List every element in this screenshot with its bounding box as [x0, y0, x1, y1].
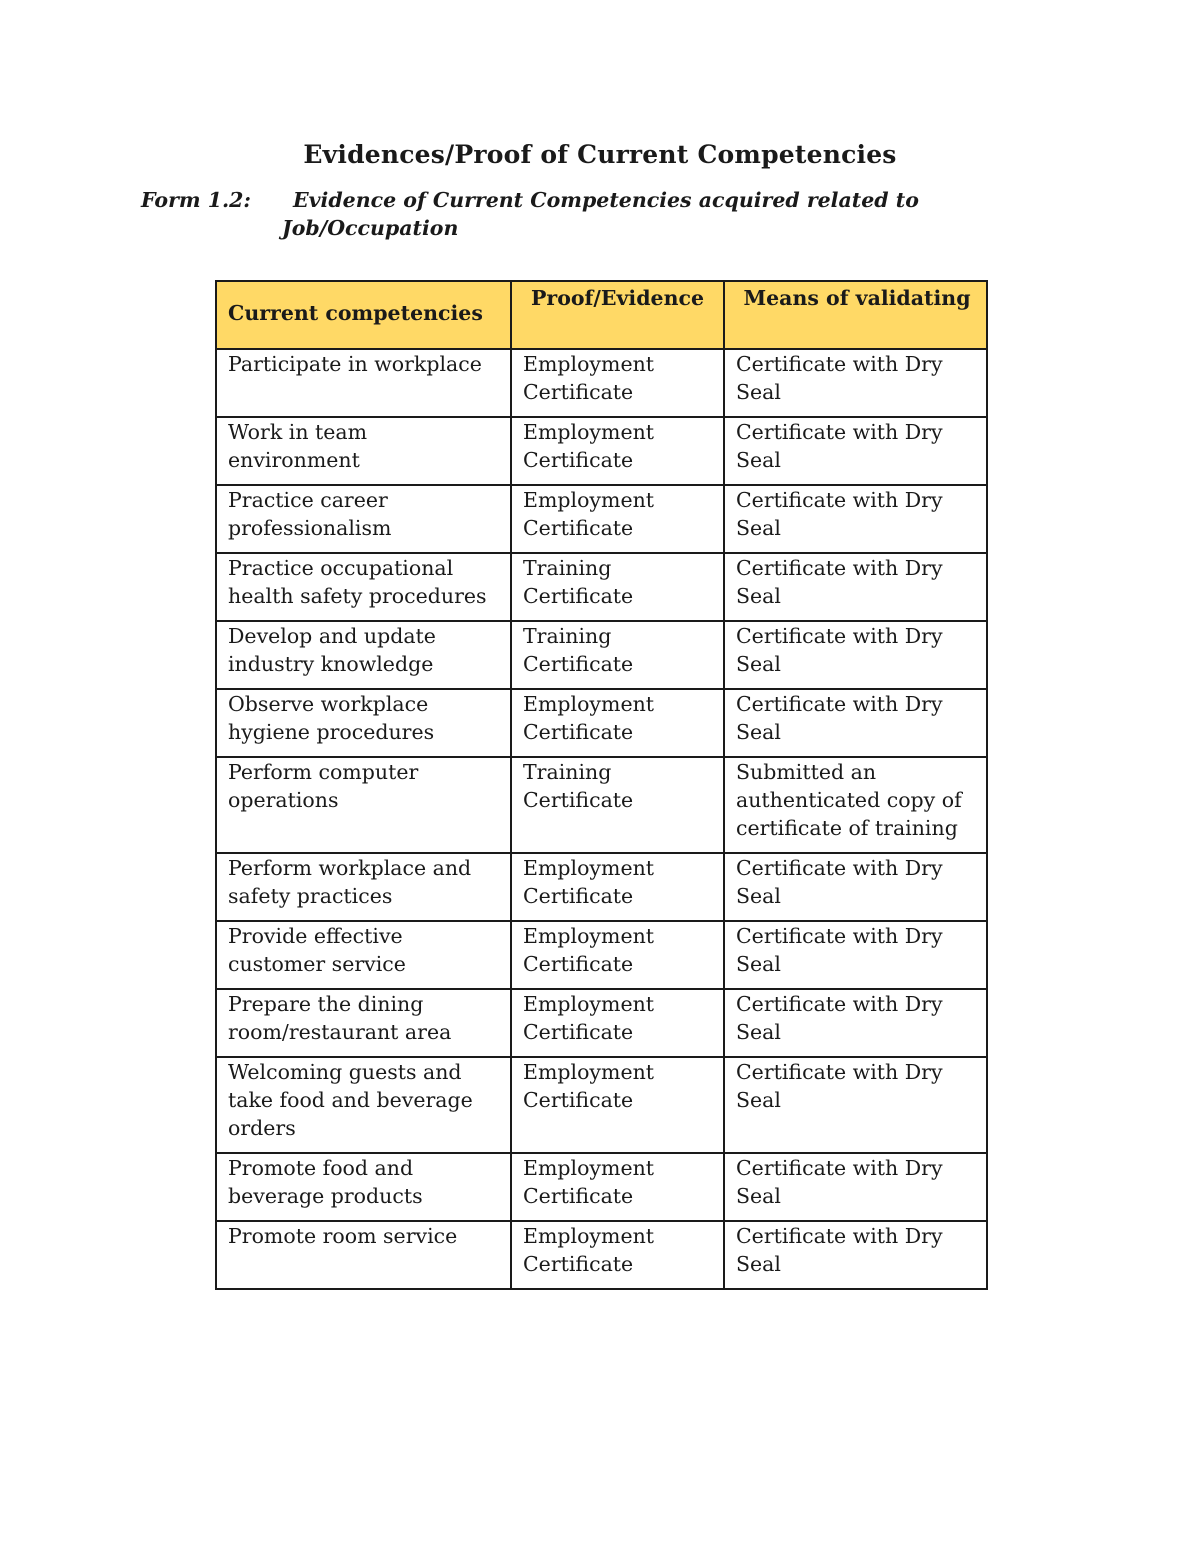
means-cell: Certificate with Dry Seal — [724, 853, 987, 921]
form-description-line2: Job/Occupation — [282, 216, 459, 240]
table-row — [216, 1221, 987, 1289]
competency-cell: Provide effective customer service — [216, 921, 511, 989]
table-row — [216, 553, 987, 621]
means-cell: Certificate with Dry Seal — [724, 921, 987, 989]
table-row — [216, 485, 987, 553]
table-row — [216, 689, 987, 757]
competency-cell: Observe workplace hygiene procedures — [216, 689, 511, 757]
proof-cell: Employment Certificate — [511, 689, 724, 757]
proof-cell: Employment Certificate — [511, 1153, 724, 1221]
competency-cell: Prepare the dining room/restaurant area — [216, 989, 511, 1057]
means-cell: Certificate with Dry Seal — [724, 553, 987, 621]
means-cell: Certificate with Dry Seal — [724, 1221, 987, 1289]
competency-cell: Develop and update industry knowledge — [216, 621, 511, 689]
proof-cell: Training Certificate — [511, 621, 724, 689]
form-description-line1: Evidence of Current Competencies acquired related to — [293, 188, 919, 212]
means-cell: Certificate with Dry Seal — [724, 417, 987, 485]
competencies-table — [215, 280, 988, 1290]
table-row — [216, 921, 987, 989]
header-proof-evidence: Proof/Evidence — [511, 281, 724, 349]
competency-cell: Participate in workplace — [216, 349, 511, 417]
proof-cell: Employment Certificate — [511, 1057, 724, 1153]
proof-cell: Employment Certificate — [511, 989, 724, 1057]
proof-cell: Employment Certificate — [511, 349, 724, 417]
competency-cell: Promote food and beverage products — [216, 1153, 511, 1221]
competency-cell: Perform computer operations — [216, 757, 511, 853]
table-header-row — [216, 281, 987, 349]
competency-cell: Practice occupational health safety procedures — [216, 553, 511, 621]
proof-cell: Training Certificate — [511, 757, 724, 853]
means-cell: Certificate with Dry Seal — [724, 689, 987, 757]
competency-cell: Work in team environment — [216, 417, 511, 485]
table-row — [216, 417, 987, 485]
means-cell: Submitted an authenticated copy of certificate of training — [724, 757, 987, 853]
table-row — [216, 853, 987, 921]
means-cell: Certificate with Dry Seal — [724, 485, 987, 553]
header-current-competencies: Current competencies — [216, 281, 511, 349]
proof-cell: Employment Certificate — [511, 1221, 724, 1289]
form-label: Form 1.2: — [141, 188, 251, 212]
competency-cell: Practice career professionalism — [216, 485, 511, 553]
table-row — [216, 757, 987, 853]
page-title: Evidences/Proof of Current Competencies — [303, 140, 897, 169]
means-cell: Certificate with Dry Seal — [724, 349, 987, 417]
competency-cell: Perform workplace and safety practices — [216, 853, 511, 921]
table-row — [216, 621, 987, 689]
proof-cell: Employment Certificate — [511, 853, 724, 921]
means-cell: Certificate with Dry Seal — [724, 1057, 987, 1153]
form-caption — [141, 186, 981, 242]
proof-cell: Employment Certificate — [511, 485, 724, 553]
competency-cell: Promote room service — [216, 1221, 511, 1289]
proof-cell: Training Certificate — [511, 553, 724, 621]
table-row — [216, 1057, 987, 1153]
proof-cell: Employment Certificate — [511, 417, 724, 485]
table-row — [216, 1153, 987, 1221]
table-row — [216, 349, 987, 417]
competency-cell: Welcoming guests and take food and beverage orders — [216, 1057, 511, 1153]
means-cell: Certificate with Dry Seal — [724, 621, 987, 689]
means-cell: Certificate with Dry Seal — [724, 1153, 987, 1221]
header-means-of-validating: Means of validating — [724, 281, 987, 349]
proof-cell: Employment Certificate — [511, 921, 724, 989]
means-cell: Certificate with Dry Seal — [724, 989, 987, 1057]
table-row — [216, 989, 987, 1057]
